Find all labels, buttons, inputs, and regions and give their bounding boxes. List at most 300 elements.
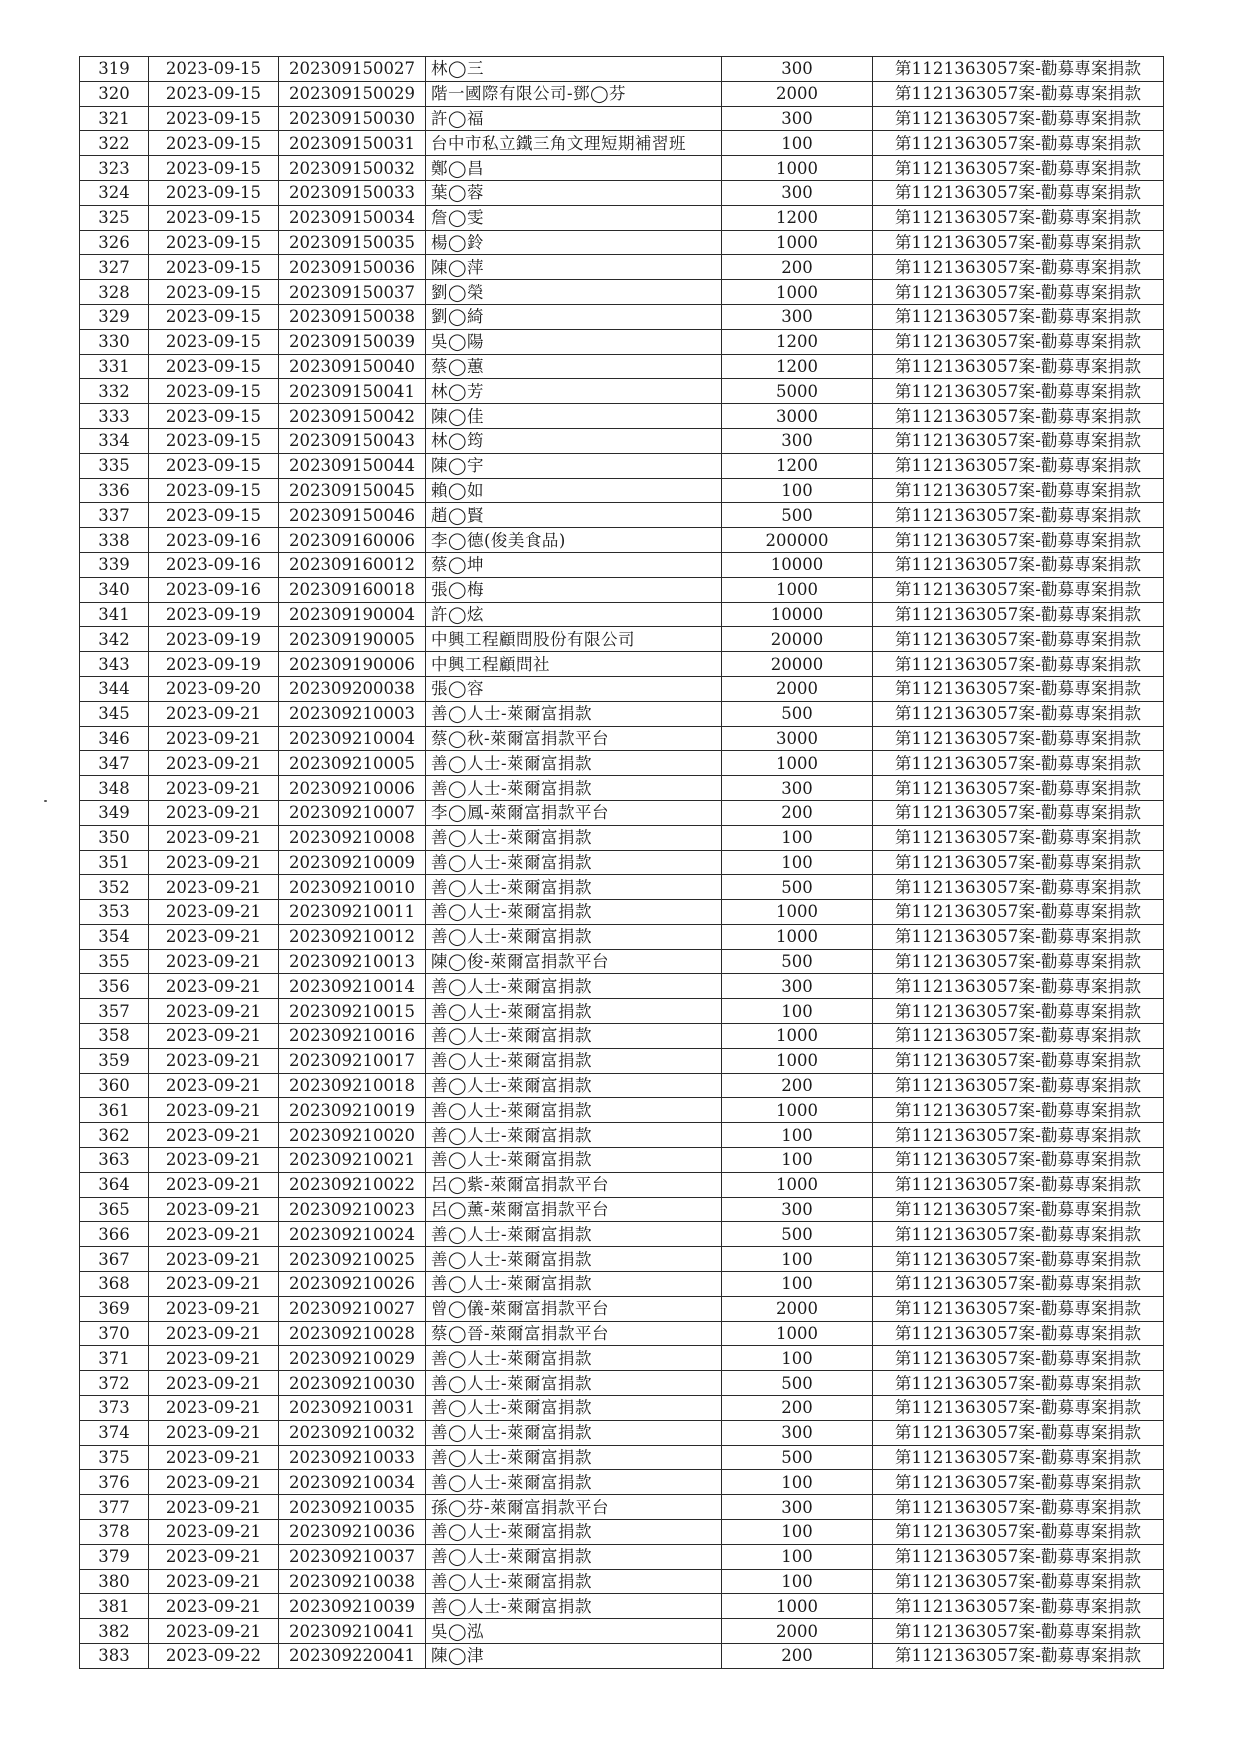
donation-date-cell: 2023-09-21 (149, 1321, 279, 1346)
row-number-cell: 349 (80, 800, 149, 825)
donation-amount-cell: 3000 (722, 726, 873, 751)
donation-date-cell: 2023-09-16 (149, 552, 279, 577)
table-row (80, 1544, 1164, 1569)
donation-date-cell: 2023-09-21 (149, 776, 279, 801)
donation-purpose-cell: 第1121363057案-勸募專案捐款 (873, 131, 1164, 156)
receipt-number-cell: 202309150042 (279, 404, 426, 429)
donation-purpose-cell: 第1121363057案-勸募專案捐款 (873, 800, 1164, 825)
donation-date-cell: 2023-09-21 (149, 825, 279, 850)
receipt-number-cell: 202309210008 (279, 825, 426, 850)
receipt-number-cell: 202309210035 (279, 1495, 426, 1520)
table-row (80, 1346, 1164, 1371)
donation-date-cell: 2023-09-19 (149, 652, 279, 677)
donation-amount-cell: 1200 (722, 205, 873, 230)
donation-purpose-cell: 第1121363057案-勸募專案捐款 (873, 81, 1164, 106)
row-number-cell: 339 (80, 552, 149, 577)
receipt-number-cell: 202309210029 (279, 1346, 426, 1371)
donation-purpose-cell: 第1121363057案-勸募專案捐款 (873, 900, 1164, 925)
donation-purpose-cell: 第1121363057案-勸募專案捐款 (873, 552, 1164, 577)
donation-amount-cell: 100 (722, 1123, 873, 1148)
donation-purpose-cell: 第1121363057案-勸募專案捐款 (873, 478, 1164, 503)
donation-date-cell: 2023-09-21 (149, 1594, 279, 1619)
row-number-cell: 381 (80, 1594, 149, 1619)
donation-date-cell: 2023-09-21 (149, 1371, 279, 1396)
row-number-cell: 327 (80, 255, 149, 280)
donor-name-cell: 蔡◯秋-萊爾富捐款平台 (426, 726, 722, 751)
donor-name-cell: 林◯三 (426, 57, 722, 82)
donor-name-cell: 善◯人士-萊爾富捐款 (426, 999, 722, 1024)
row-number-cell: 330 (80, 329, 149, 354)
donor-name-cell: 中興工程顧問社 (426, 652, 722, 677)
donation-amount-cell: 1000 (722, 900, 873, 925)
row-number-cell: 345 (80, 701, 149, 726)
receipt-number-cell: 202309150046 (279, 503, 426, 528)
donation-amount-cell: 500 (722, 1371, 873, 1396)
donation-purpose-cell: 第1121363057案-勸募專案捐款 (873, 404, 1164, 429)
table-row (80, 156, 1164, 181)
donor-name-cell: 善◯人士-萊爾富捐款 (426, 900, 722, 925)
donor-name-cell: 曾◯儀-萊爾富捐款平台 (426, 1296, 722, 1321)
donation-amount-cell: 100 (722, 1544, 873, 1569)
row-number-cell: 352 (80, 875, 149, 900)
donation-date-cell: 2023-09-20 (149, 676, 279, 701)
donor-name-cell: 葉◯蓉 (426, 180, 722, 205)
row-number-cell: 365 (80, 1197, 149, 1222)
row-number-cell: 320 (80, 81, 149, 106)
table-row (80, 1569, 1164, 1594)
row-number-cell: 331 (80, 354, 149, 379)
donation-amount-cell: 1000 (722, 280, 873, 305)
table-row (80, 503, 1164, 528)
row-number-cell: 347 (80, 751, 149, 776)
donor-name-cell: 善◯人士-萊爾富捐款 (426, 701, 722, 726)
donation-amount-cell: 100 (722, 825, 873, 850)
table-row (80, 924, 1164, 949)
table-row (80, 1594, 1164, 1619)
donor-name-cell: 善◯人士-萊爾富捐款 (426, 825, 722, 850)
donation-purpose-cell: 第1121363057案-勸募專案捐款 (873, 726, 1164, 751)
donor-name-cell: 階一國際有限公司-鄧◯芬 (426, 81, 722, 106)
donor-name-cell: 呂◯紫-萊爾富捐款平台 (426, 1172, 722, 1197)
donation-amount-cell: 200 (722, 1396, 873, 1421)
donation-purpose-cell: 第1121363057案-勸募專案捐款 (873, 1420, 1164, 1445)
table-row (80, 453, 1164, 478)
donation-date-cell: 2023-09-21 (149, 850, 279, 875)
donation-purpose-cell: 第1121363057案-勸募專案捐款 (873, 602, 1164, 627)
donor-name-cell: 劉◯綺 (426, 304, 722, 329)
donation-purpose-cell: 第1121363057案-勸募專案捐款 (873, 850, 1164, 875)
table-row (80, 676, 1164, 701)
table-row (80, 1073, 1164, 1098)
receipt-number-cell: 202309150039 (279, 329, 426, 354)
donor-name-cell: 孫◯芬-萊爾富捐款平台 (426, 1495, 722, 1520)
row-number-cell: 362 (80, 1123, 149, 1148)
donation-date-cell: 2023-09-15 (149, 180, 279, 205)
donation-purpose-cell: 第1121363057案-勸募專案捐款 (873, 106, 1164, 131)
donor-name-cell: 劉◯榮 (426, 280, 722, 305)
donation-purpose-cell: 第1121363057案-勸募專案捐款 (873, 528, 1164, 553)
row-number-cell: 321 (80, 106, 149, 131)
receipt-number-cell: 202309150032 (279, 156, 426, 181)
donation-amount-cell: 300 (722, 57, 873, 82)
donation-purpose-cell: 第1121363057案-勸募專案捐款 (873, 652, 1164, 677)
receipt-number-cell: 202309210012 (279, 924, 426, 949)
donor-name-cell: 張◯容 (426, 676, 722, 701)
donor-name-cell: 李◯鳳-萊爾富捐款平台 (426, 800, 722, 825)
donation-date-cell: 2023-09-21 (149, 1296, 279, 1321)
donor-name-cell: 善◯人士-萊爾富捐款 (426, 1098, 722, 1123)
table-row (80, 1247, 1164, 1272)
receipt-number-cell: 202309210017 (279, 1048, 426, 1073)
receipt-number-cell: 202309210032 (279, 1420, 426, 1445)
table-row (80, 577, 1164, 602)
receipt-number-cell: 202309210013 (279, 949, 426, 974)
donor-name-cell: 善◯人士-萊爾富捐款 (426, 1222, 722, 1247)
receipt-number-cell: 202309210009 (279, 850, 426, 875)
donor-name-cell: 善◯人士-萊爾富捐款 (426, 1148, 722, 1173)
donation-amount-cell: 200 (722, 800, 873, 825)
table-row (80, 850, 1164, 875)
donation-amount-cell: 300 (722, 304, 873, 329)
row-number-cell: 379 (80, 1544, 149, 1569)
donation-date-cell: 2023-09-21 (149, 1272, 279, 1297)
donation-amount-cell: 100 (722, 478, 873, 503)
donation-date-cell: 2023-09-15 (149, 478, 279, 503)
donation-date-cell: 2023-09-21 (149, 949, 279, 974)
row-number-cell: 342 (80, 627, 149, 652)
donation-date-cell: 2023-09-15 (149, 81, 279, 106)
donation-amount-cell: 200 (722, 255, 873, 280)
receipt-number-cell: 202309210021 (279, 1148, 426, 1173)
row-number-cell: 371 (80, 1346, 149, 1371)
donation-date-cell: 2023-09-21 (149, 974, 279, 999)
donor-name-cell: 蔡◯蕙 (426, 354, 722, 379)
donation-purpose-cell: 第1121363057案-勸募專案捐款 (873, 577, 1164, 602)
receipt-number-cell: 202309210006 (279, 776, 426, 801)
donation-amount-cell: 100 (722, 131, 873, 156)
donation-purpose-cell: 第1121363057案-勸募專案捐款 (873, 1024, 1164, 1049)
donation-date-cell: 2023-09-21 (149, 751, 279, 776)
donation-amount-cell: 2000 (722, 1619, 873, 1644)
donation-date-cell: 2023-09-15 (149, 428, 279, 453)
table-row (80, 900, 1164, 925)
table-row (80, 131, 1164, 156)
row-number-cell: 334 (80, 428, 149, 453)
row-number-cell: 370 (80, 1321, 149, 1346)
receipt-number-cell: 202309150040 (279, 354, 426, 379)
donation-purpose-cell: 第1121363057案-勸募專案捐款 (873, 453, 1164, 478)
donation-amount-cell: 100 (722, 1520, 873, 1545)
donor-name-cell: 善◯人士-萊爾富捐款 (426, 1470, 722, 1495)
donation-amount-cell: 300 (722, 180, 873, 205)
donation-amount-cell: 300 (722, 1420, 873, 1445)
receipt-number-cell: 202309150041 (279, 379, 426, 404)
donor-name-cell: 善◯人士-萊爾富捐款 (426, 1073, 722, 1098)
table-row (80, 1321, 1164, 1346)
receipt-number-cell: 202309210024 (279, 1222, 426, 1247)
row-number-cell: 356 (80, 974, 149, 999)
donor-name-cell: 善◯人士-萊爾富捐款 (426, 1024, 722, 1049)
donation-date-cell: 2023-09-15 (149, 379, 279, 404)
table-row (80, 280, 1164, 305)
row-number-cell: 369 (80, 1296, 149, 1321)
donor-name-cell: 賴◯如 (426, 478, 722, 503)
table-row (80, 1296, 1164, 1321)
donor-name-cell: 陳◯宇 (426, 453, 722, 478)
donation-purpose-cell: 第1121363057案-勸募專案捐款 (873, 999, 1164, 1024)
row-number-cell: 322 (80, 131, 149, 156)
receipt-number-cell: 202309210005 (279, 751, 426, 776)
donation-purpose-cell: 第1121363057案-勸募專案捐款 (873, 1073, 1164, 1098)
row-number-cell: 325 (80, 205, 149, 230)
receipt-number-cell: 202309210030 (279, 1371, 426, 1396)
table-row (80, 1024, 1164, 1049)
donation-purpose-cell: 第1121363057案-勸募專案捐款 (873, 1148, 1164, 1173)
row-number-cell: 372 (80, 1371, 149, 1396)
donation-amount-cell: 1000 (722, 156, 873, 181)
donor-name-cell: 善◯人士-萊爾富捐款 (426, 1123, 722, 1148)
row-number-cell: 359 (80, 1048, 149, 1073)
donation-date-cell: 2023-09-21 (149, 1520, 279, 1545)
donation-purpose-cell: 第1121363057案-勸募專案捐款 (873, 1098, 1164, 1123)
row-number-cell: 324 (80, 180, 149, 205)
donation-amount-cell: 1000 (722, 1048, 873, 1073)
donation-amount-cell: 1000 (722, 577, 873, 602)
table-row (80, 1222, 1164, 1247)
donation-amount-cell: 2000 (722, 81, 873, 106)
table-row (80, 1172, 1164, 1197)
receipt-number-cell: 202309210014 (279, 974, 426, 999)
donation-purpose-cell: 第1121363057案-勸募專案捐款 (873, 304, 1164, 329)
donation-amount-cell: 1000 (722, 924, 873, 949)
donation-date-cell: 2023-09-16 (149, 577, 279, 602)
receipt-number-cell: 202309210007 (279, 800, 426, 825)
donation-amount-cell: 1000 (722, 1098, 873, 1123)
donation-amount-cell: 500 (722, 949, 873, 974)
donation-amount-cell: 100 (722, 1148, 873, 1173)
donation-amount-cell: 1200 (722, 354, 873, 379)
donation-purpose-cell: 第1121363057案-勸募專案捐款 (873, 1346, 1164, 1371)
donor-name-cell: 善◯人士-萊爾富捐款 (426, 850, 722, 875)
table-row (80, 999, 1164, 1024)
table-row (80, 1148, 1164, 1173)
row-number-cell: 348 (80, 776, 149, 801)
donor-name-cell: 善◯人士-萊爾富捐款 (426, 1346, 722, 1371)
donation-purpose-cell: 第1121363057案-勸募專案捐款 (873, 1123, 1164, 1148)
donation-date-cell: 2023-09-21 (149, 1222, 279, 1247)
donation-purpose-cell: 第1121363057案-勸募專案捐款 (873, 1619, 1164, 1644)
donor-name-cell: 善◯人士-萊爾富捐款 (426, 1569, 722, 1594)
donation-purpose-cell: 第1121363057案-勸募專案捐款 (873, 875, 1164, 900)
donation-amount-cell: 1200 (722, 453, 873, 478)
donation-purpose-cell: 第1121363057案-勸募專案捐款 (873, 57, 1164, 82)
donor-name-cell: 吳◯陽 (426, 329, 722, 354)
donation-date-cell: 2023-09-21 (149, 924, 279, 949)
donor-name-cell: 呂◯薰-萊爾富捐款平台 (426, 1197, 722, 1222)
receipt-number-cell: 202309150038 (279, 304, 426, 329)
receipt-number-cell: 202309210039 (279, 1594, 426, 1619)
donation-amount-cell: 100 (722, 1272, 873, 1297)
donation-amount-cell: 300 (722, 776, 873, 801)
donation-date-cell: 2023-09-21 (149, 1619, 279, 1644)
donation-amount-cell: 20000 (722, 652, 873, 677)
donation-amount-cell: 300 (722, 106, 873, 131)
receipt-number-cell: 202309210016 (279, 1024, 426, 1049)
donation-date-cell: 2023-09-21 (149, 1569, 279, 1594)
donation-date-cell: 2023-09-21 (149, 1024, 279, 1049)
donor-name-cell: 善◯人士-萊爾富捐款 (426, 1520, 722, 1545)
donation-date-cell: 2023-09-15 (149, 329, 279, 354)
donation-date-cell: 2023-09-21 (149, 1048, 279, 1073)
table-row (80, 1098, 1164, 1123)
table-row (80, 552, 1164, 577)
donation-purpose-cell: 第1121363057案-勸募專案捐款 (873, 156, 1164, 181)
donation-date-cell: 2023-09-22 (149, 1644, 279, 1669)
donation-date-cell: 2023-09-15 (149, 404, 279, 429)
donation-date-cell: 2023-09-15 (149, 57, 279, 82)
donation-amount-cell: 20000 (722, 627, 873, 652)
row-number-cell: 382 (80, 1619, 149, 1644)
donation-amount-cell: 1000 (722, 1172, 873, 1197)
donation-purpose-cell: 第1121363057案-勸募專案捐款 (873, 1222, 1164, 1247)
donation-amount-cell: 200 (722, 1073, 873, 1098)
receipt-number-cell: 202309210036 (279, 1520, 426, 1545)
donation-date-cell: 2023-09-21 (149, 726, 279, 751)
row-number-cell: 368 (80, 1272, 149, 1297)
donation-amount-cell: 3000 (722, 404, 873, 429)
donation-purpose-cell: 第1121363057案-勸募專案捐款 (873, 205, 1164, 230)
table-row (80, 1495, 1164, 1520)
row-number-cell: 326 (80, 230, 149, 255)
donation-purpose-cell: 第1121363057案-勸募專案捐款 (873, 776, 1164, 801)
row-number-cell: 354 (80, 924, 149, 949)
row-number-cell: 373 (80, 1396, 149, 1421)
table-row (80, 528, 1164, 553)
table-row (80, 800, 1164, 825)
row-number-cell: 366 (80, 1222, 149, 1247)
receipt-number-cell: 202309150045 (279, 478, 426, 503)
row-number-cell: 341 (80, 602, 149, 627)
row-number-cell: 367 (80, 1247, 149, 1272)
row-number-cell: 340 (80, 577, 149, 602)
row-number-cell: 332 (80, 379, 149, 404)
donation-date-cell: 2023-09-15 (149, 156, 279, 181)
table-row (80, 1197, 1164, 1222)
donation-amount-cell: 500 (722, 875, 873, 900)
table-row (80, 1470, 1164, 1495)
donation-amount-cell: 300 (722, 1495, 873, 1520)
table-body (80, 57, 1164, 1669)
donation-date-cell: 2023-09-19 (149, 627, 279, 652)
row-number-cell: 383 (80, 1644, 149, 1669)
donation-date-cell: 2023-09-15 (149, 255, 279, 280)
row-number-cell: 360 (80, 1073, 149, 1098)
donation-purpose-cell: 第1121363057案-勸募專案捐款 (873, 949, 1164, 974)
donation-purpose-cell: 第1121363057案-勸募專案捐款 (873, 1520, 1164, 1545)
donor-name-cell: 楊◯鈴 (426, 230, 722, 255)
donor-name-cell: 善◯人士-萊爾富捐款 (426, 1420, 722, 1445)
donation-date-cell: 2023-09-21 (149, 875, 279, 900)
table-row (80, 180, 1164, 205)
donor-name-cell: 善◯人士-萊爾富捐款 (426, 1396, 722, 1421)
row-number-cell: 375 (80, 1445, 149, 1470)
donor-name-cell: 陳◯佳 (426, 404, 722, 429)
receipt-number-cell: 202309210025 (279, 1247, 426, 1272)
donation-date-cell: 2023-09-21 (149, 1420, 279, 1445)
donation-purpose-cell: 第1121363057案-勸募專案捐款 (873, 825, 1164, 850)
donation-record-table (79, 56, 1164, 1669)
donation-date-cell: 2023-09-19 (149, 602, 279, 627)
receipt-number-cell: 202309210026 (279, 1272, 426, 1297)
receipt-number-cell: 202309150044 (279, 453, 426, 478)
donation-date-cell: 2023-09-15 (149, 503, 279, 528)
receipt-number-cell: 202309150043 (279, 428, 426, 453)
receipt-number-cell: 202309150037 (279, 280, 426, 305)
donation-purpose-cell: 第1121363057案-勸募專案捐款 (873, 1371, 1164, 1396)
receipt-number-cell: 202309190006 (279, 652, 426, 677)
donation-date-cell: 2023-09-16 (149, 528, 279, 553)
receipt-number-cell: 202309210037 (279, 1544, 426, 1569)
table-row (80, 1619, 1164, 1644)
donation-date-cell: 2023-09-21 (149, 1396, 279, 1421)
row-number-cell: 328 (80, 280, 149, 305)
table-row (80, 1048, 1164, 1073)
receipt-number-cell: 202309150030 (279, 106, 426, 131)
table-row (80, 57, 1164, 82)
donation-purpose-cell: 第1121363057案-勸募專案捐款 (873, 329, 1164, 354)
row-number-cell: 346 (80, 726, 149, 751)
donation-amount-cell: 2000 (722, 676, 873, 701)
donation-date-cell: 2023-09-21 (149, 1247, 279, 1272)
donation-purpose-cell: 第1121363057案-勸募專案捐款 (873, 1445, 1164, 1470)
donor-name-cell: 林◯芳 (426, 379, 722, 404)
donation-purpose-cell: 第1121363057案-勸募專案捐款 (873, 1197, 1164, 1222)
row-number-cell: 333 (80, 404, 149, 429)
row-number-cell: 353 (80, 900, 149, 925)
donation-amount-cell: 2000 (722, 1296, 873, 1321)
row-number-cell: 343 (80, 652, 149, 677)
donor-name-cell: 趙◯賢 (426, 503, 722, 528)
donation-purpose-cell: 第1121363057案-勸募專案捐款 (873, 428, 1164, 453)
donation-date-cell: 2023-09-15 (149, 230, 279, 255)
donation-amount-cell: 1000 (722, 230, 873, 255)
row-number-cell: 355 (80, 949, 149, 974)
donor-name-cell: 善◯人士-萊爾富捐款 (426, 1544, 722, 1569)
donation-purpose-cell: 第1121363057案-勸募專案捐款 (873, 1172, 1164, 1197)
receipt-number-cell: 202309210028 (279, 1321, 426, 1346)
donation-date-cell: 2023-09-21 (149, 1445, 279, 1470)
table-row (80, 825, 1164, 850)
donor-name-cell: 善◯人士-萊爾富捐款 (426, 1371, 722, 1396)
row-number-cell: 351 (80, 850, 149, 875)
table-row (80, 627, 1164, 652)
donation-amount-cell: 10000 (722, 552, 873, 577)
donation-purpose-cell: 第1121363057案-勸募專案捐款 (873, 924, 1164, 949)
donation-amount-cell: 1000 (722, 1321, 873, 1346)
donation-amount-cell: 200000 (722, 528, 873, 553)
row-number-cell: 350 (80, 825, 149, 850)
donation-purpose-cell: 第1121363057案-勸募專案捐款 (873, 1247, 1164, 1272)
receipt-number-cell: 202309150029 (279, 81, 426, 106)
donor-name-cell: 許◯炫 (426, 602, 722, 627)
donation-purpose-cell: 第1121363057案-勸募專案捐款 (873, 1544, 1164, 1569)
donation-date-cell: 2023-09-15 (149, 131, 279, 156)
row-number-cell: 358 (80, 1024, 149, 1049)
donation-purpose-cell: 第1121363057案-勸募專案捐款 (873, 1321, 1164, 1346)
donation-date-cell: 2023-09-21 (149, 1123, 279, 1148)
donation-amount-cell: 300 (722, 974, 873, 999)
donor-name-cell: 善◯人士-萊爾富捐款 (426, 1594, 722, 1619)
